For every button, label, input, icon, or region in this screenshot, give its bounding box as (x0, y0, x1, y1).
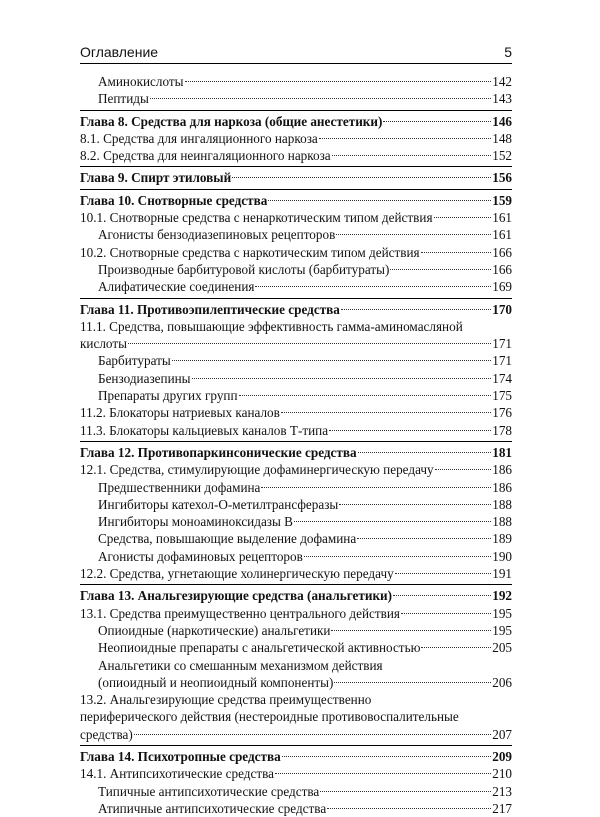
toc-page-number: 186 (492, 462, 512, 478)
toc-page-number: 169 (492, 279, 512, 295)
toc-page-number: 217 (492, 800, 512, 816)
toc-entry (80, 370, 512, 387)
toc-page-number: 152 (492, 148, 512, 164)
dot-leader (339, 504, 491, 505)
toc-entry (80, 783, 512, 800)
toc-entry-text: 13.1. Средства преимущественно центрального действия (80, 605, 400, 621)
dot-leader (172, 360, 492, 361)
toc-page-number: 146 (492, 113, 512, 129)
toc-entry-text: Агонисты бензодиазепиновых рецепторов (98, 227, 336, 243)
chapter-divider (80, 189, 512, 190)
toc-entry (80, 244, 512, 261)
toc-entry-text: 11.3. Блокаторы кальциевых каналов Т-типа (80, 422, 329, 438)
toc-page-number: 161 (492, 210, 512, 226)
toc-page-number: 161 (492, 227, 512, 243)
toc-entry (80, 422, 512, 439)
toc-page-number: 166 (492, 244, 512, 260)
toc-page-number: 195 (492, 622, 512, 638)
toc-page-number: 192 (492, 588, 512, 604)
toc-entry (80, 496, 512, 513)
toc-page-number: 207 (492, 726, 512, 742)
running-header (80, 44, 512, 64)
toc-page-number: 188 (492, 514, 512, 530)
toc-page-number: 148 (492, 130, 512, 146)
dot-leader (239, 395, 492, 396)
toc-entry-text: Алифатические соединения (98, 279, 255, 295)
toc-entry (80, 479, 512, 496)
toc-entry (80, 765, 512, 782)
dot-leader (390, 269, 491, 270)
toc-entry (80, 639, 512, 656)
toc-entry-text: (опиоидный и неопиоидный компоненты) (98, 674, 334, 690)
dot-leader (319, 138, 491, 139)
dot-leader (383, 121, 491, 122)
toc-entry-text: 10.1. Снотворные средства с ненаркотическим типом действия (80, 210, 433, 226)
toc-chapter-entry (80, 587, 512, 604)
chapter-divider (80, 584, 512, 585)
toc-entry (80, 130, 512, 147)
dot-leader (134, 734, 491, 735)
toc-entry-text: 11.2. Блокаторы натриевых каналов (80, 405, 280, 421)
toc-page-number: 188 (492, 496, 512, 512)
dot-leader (327, 808, 491, 809)
toc-page-number: 178 (492, 422, 512, 438)
toc-page-number: 205 (492, 640, 512, 656)
toc-entry-text: 11.1. Средства, повышающие эффективность гамма-аминомасляной (80, 318, 463, 334)
toc-page-number: 191 (492, 566, 512, 582)
dot-leader (282, 756, 492, 757)
dot-leader (421, 252, 492, 253)
dot-leader (304, 556, 491, 557)
dot-leader (421, 647, 491, 648)
toc-entry-text: Глава 9. Спирт этиловый (80, 170, 232, 186)
chapter-divider (80, 166, 512, 167)
dot-leader (150, 98, 491, 99)
toc-entry-text: 12.2. Средства, угнетающие холинергическую передачу (80, 566, 394, 582)
dot-leader (185, 81, 492, 82)
toc-entry-text: Неопиоидные препараты с анальгетической активностью (98, 640, 421, 656)
dot-leader (332, 155, 492, 156)
toc-page-number: 174 (492, 370, 512, 386)
toc-entry-text: Глава 14. Психотропные средства (80, 748, 281, 764)
toc-entry-text: Барбитураты (98, 353, 171, 369)
toc-entry (80, 318, 512, 353)
dot-leader (320, 791, 491, 792)
toc-chapter-entry (80, 748, 512, 765)
chapter-divider (80, 441, 512, 442)
toc-entry-text: Атипичные антипсихотические средства (98, 800, 327, 816)
toc-entry (80, 209, 512, 226)
toc-entry (80, 226, 512, 243)
toc-page-number: 142 (492, 74, 512, 89)
toc-page-number: 195 (492, 605, 512, 621)
toc-entry-text: Анальгетики со смешанным механизмом действия (98, 657, 383, 673)
toc-entry-text: 13.2. Анальгезирующие средства преимущественно (80, 692, 372, 708)
toc-entry-text: 8.2. Средства для неингаляционного наркоза (80, 148, 331, 164)
toc-chapter-entry (80, 113, 512, 130)
dot-leader (393, 595, 491, 596)
toc-entry (80, 352, 512, 369)
dot-leader (232, 177, 491, 178)
toc-entry (80, 800, 512, 817)
dot-leader (357, 538, 491, 539)
toc-entry-text: Агонисты дофаминовых рецепторов (98, 548, 303, 564)
toc-page-number: 176 (492, 405, 512, 421)
toc-page-number: 206 (492, 674, 512, 690)
dot-leader (268, 200, 491, 201)
toc-page-number: 186 (492, 479, 512, 495)
toc-page-number: 143 (492, 91, 512, 107)
toc-page-number: 170 (492, 301, 512, 317)
dot-leader (341, 309, 491, 310)
toc-entry-text: периферического действия (нестероидные противовоспалительные (80, 709, 459, 725)
toc-page-number: 159 (492, 192, 512, 208)
dot-leader (281, 412, 491, 413)
toc-entry-text: Предшественники дофамина (98, 479, 261, 495)
toc-entry-text: Глава 11. Противоэпилептические средства (80, 301, 340, 317)
toc-entry (80, 657, 512, 692)
toc-entry-text: 8.1. Средства для ингаляционного наркоза (80, 130, 318, 146)
toc-entry-text: Аминокислоты (98, 74, 184, 89)
toc-page-number: 190 (492, 548, 512, 564)
toc-page-number: 189 (492, 531, 512, 547)
toc-entry (80, 73, 512, 90)
toc-page-number: 156 (492, 170, 512, 186)
toc-chapter-entry (80, 192, 512, 209)
dot-leader (128, 343, 491, 344)
dot-leader (395, 573, 492, 574)
toc-entry-text: Глава 13. Анальгезирующие средства (анальгетики) (80, 588, 393, 604)
toc-entry-text: Бензодиазепины (98, 370, 191, 386)
toc-page-number: 210 (492, 766, 512, 782)
toc-entry (80, 261, 512, 278)
toc-entry-text: Ингибиторы катехол-О-метилтрансферазы (98, 496, 339, 512)
toc-entry-text: Средства, повышающие выделение дофамина (98, 531, 357, 547)
toc-page-number: 171 (492, 336, 512, 352)
dot-leader (336, 234, 491, 235)
dot-leader (358, 452, 492, 453)
dot-leader (192, 378, 492, 379)
dot-leader (401, 613, 491, 614)
dot-leader (261, 487, 491, 488)
toc-entry (80, 404, 512, 421)
dot-leader (435, 469, 492, 470)
toc-entry-text: 10.2. Снотворные средства с наркотическим типом действия (80, 244, 420, 260)
dot-leader (275, 773, 491, 774)
chapter-divider (80, 298, 512, 299)
toc-entry-text: Глава 12. Противопаркинсонические средства (80, 444, 357, 460)
dot-leader (334, 682, 491, 683)
toc-entry (80, 513, 512, 530)
dot-leader (294, 521, 491, 522)
toc-page-number: 181 (492, 444, 512, 460)
toc-entry (80, 90, 512, 107)
toc-entry (80, 387, 512, 404)
chapter-divider (80, 745, 512, 746)
dot-leader (255, 286, 491, 287)
toc-entry (80, 461, 512, 478)
toc-entry (80, 622, 512, 639)
toc-page-number: 213 (492, 783, 512, 799)
toc-entry-text: 12.1. Средства, стимулирующие дофаминергическую передачу (80, 462, 434, 478)
toc-entry-text: Типичные антипсихотические средства (98, 783, 320, 799)
page-number: 5 (504, 44, 512, 60)
toc-chapter-entry (80, 169, 512, 186)
toc-entry (80, 691, 512, 743)
dot-leader (434, 217, 492, 218)
toc-page-number: 166 (492, 261, 512, 277)
toc-entry-text: Ингибиторы моноаминоксидазы В (98, 514, 293, 530)
running-title: Оглавление (80, 44, 159, 60)
toc-entry-text: Препараты других групп (98, 388, 238, 404)
dot-leader (329, 430, 491, 431)
table-of-contents (80, 73, 512, 817)
toc-page-number: 209 (492, 748, 512, 764)
toc-entry (80, 530, 512, 547)
toc-entry-text: 14.1. Антипсихотические средства (80, 766, 275, 782)
chapter-divider (80, 110, 512, 111)
toc-page-number: 171 (492, 353, 512, 369)
toc-entry (80, 548, 512, 565)
dot-leader (331, 630, 491, 631)
toc-entry (80, 565, 512, 582)
toc-chapter-entry (80, 301, 512, 318)
toc-entry (80, 278, 512, 295)
toc-entry-text: Глава 10. Снотворные средства (80, 192, 268, 208)
toc-entry-text: Глава 8. Средства для наркоза (общие анестетики) (80, 113, 383, 129)
toc-entry-text: кислоты (80, 336, 127, 352)
toc-entry-text: Производные барбитуровой кислоты (барбитураты) (98, 261, 390, 277)
toc-entry-text: Опиоидные (наркотические) анальгетики (98, 622, 331, 638)
toc-entry-text: средства) (80, 726, 133, 742)
toc-chapter-entry (80, 444, 512, 461)
toc-entry (80, 605, 512, 622)
toc-entry-text: Пептиды (98, 91, 149, 107)
toc-page-number: 175 (492, 388, 512, 404)
toc-entry (80, 147, 512, 164)
